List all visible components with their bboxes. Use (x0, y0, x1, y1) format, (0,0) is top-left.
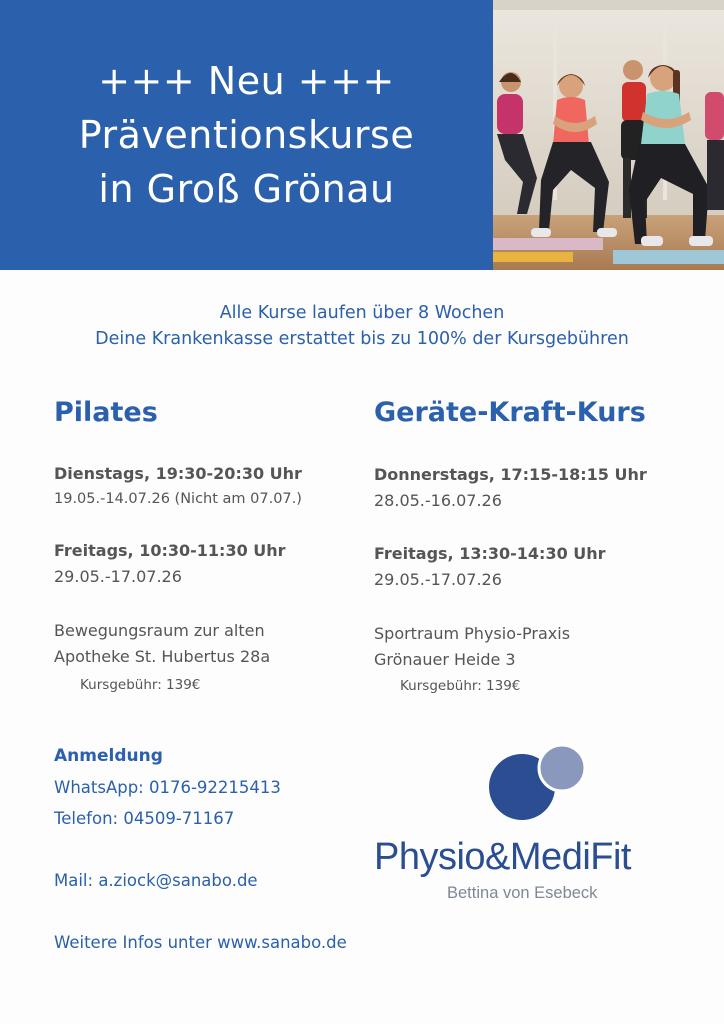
course-fee: Kursgebühr: 139€ (80, 677, 201, 693)
course-title-geraete-kraft-kurs: Geräte-Kraft-Kurs (374, 397, 646, 428)
registration-heading: Anmeldung (54, 746, 163, 766)
slot-dates: 28.05.-16.07.26 (374, 491, 502, 510)
course-title-pilates: Pilates (54, 397, 158, 428)
hero-title-line: Präventionskurse (78, 113, 415, 157)
slot-time: Freitags, 10:30-11:30 Uhr (54, 541, 286, 560)
slot-dates: 29.05.-17.07.26 (54, 567, 182, 586)
hero-title (0, 54, 493, 216)
phone-contact[interactable]: Telefon: 04509-71167 (54, 809, 235, 828)
venue-address (54, 618, 270, 670)
venue-address (374, 621, 570, 673)
logo-wordmark: Physio&MediFit (374, 836, 631, 878)
slot-dates: 19.05.-14.07.26 (Nicht am 07.07.) (54, 491, 302, 507)
hero-title-line: +++ Neu +++ (98, 59, 395, 103)
website-link[interactable]: Weitere Infos unter www.sanabo.de (54, 933, 347, 952)
hero-title-line: in Groß Grönau (98, 167, 395, 211)
intro-text (0, 300, 724, 352)
whatsapp-contact[interactable]: WhatsApp: 0176-92215413 (54, 778, 281, 797)
hero-banner (0, 0, 724, 270)
hero-title-panel (0, 0, 493, 270)
intro-duration: Alle Kurse laufen über 8 Wochen (219, 303, 505, 323)
mail-link[interactable]: Mail: a.ziock@sanabo.de (54, 871, 258, 890)
slot-time: Freitags, 13:30-14:30 Uhr (374, 544, 606, 563)
venue-line: Bewegungsraum zur alten (54, 621, 265, 640)
slot-time: Dienstags, 19:30-20:30 Uhr (54, 464, 302, 483)
hero-photo (493, 0, 724, 270)
venue-line: Grönauer Heide 3 (374, 650, 516, 669)
slot-dates: 29.05.-17.07.26 (374, 570, 502, 589)
intro-refund: Deine Krankenkasse erstattet bis zu 100% der Kursgebühren (95, 329, 629, 349)
logo-subtitle: Bettina von Esebeck (447, 884, 598, 902)
fitness-class-illustration (493, 0, 724, 270)
venue-line: Apotheke St. Hubertus 28a (54, 647, 271, 666)
venue-line: Sportraum Physio-Praxis (374, 624, 571, 643)
slot-time: Donnerstags, 17:15-18:15 Uhr (374, 465, 647, 484)
course-fee: Kursgebühr: 139€ (400, 678, 521, 694)
